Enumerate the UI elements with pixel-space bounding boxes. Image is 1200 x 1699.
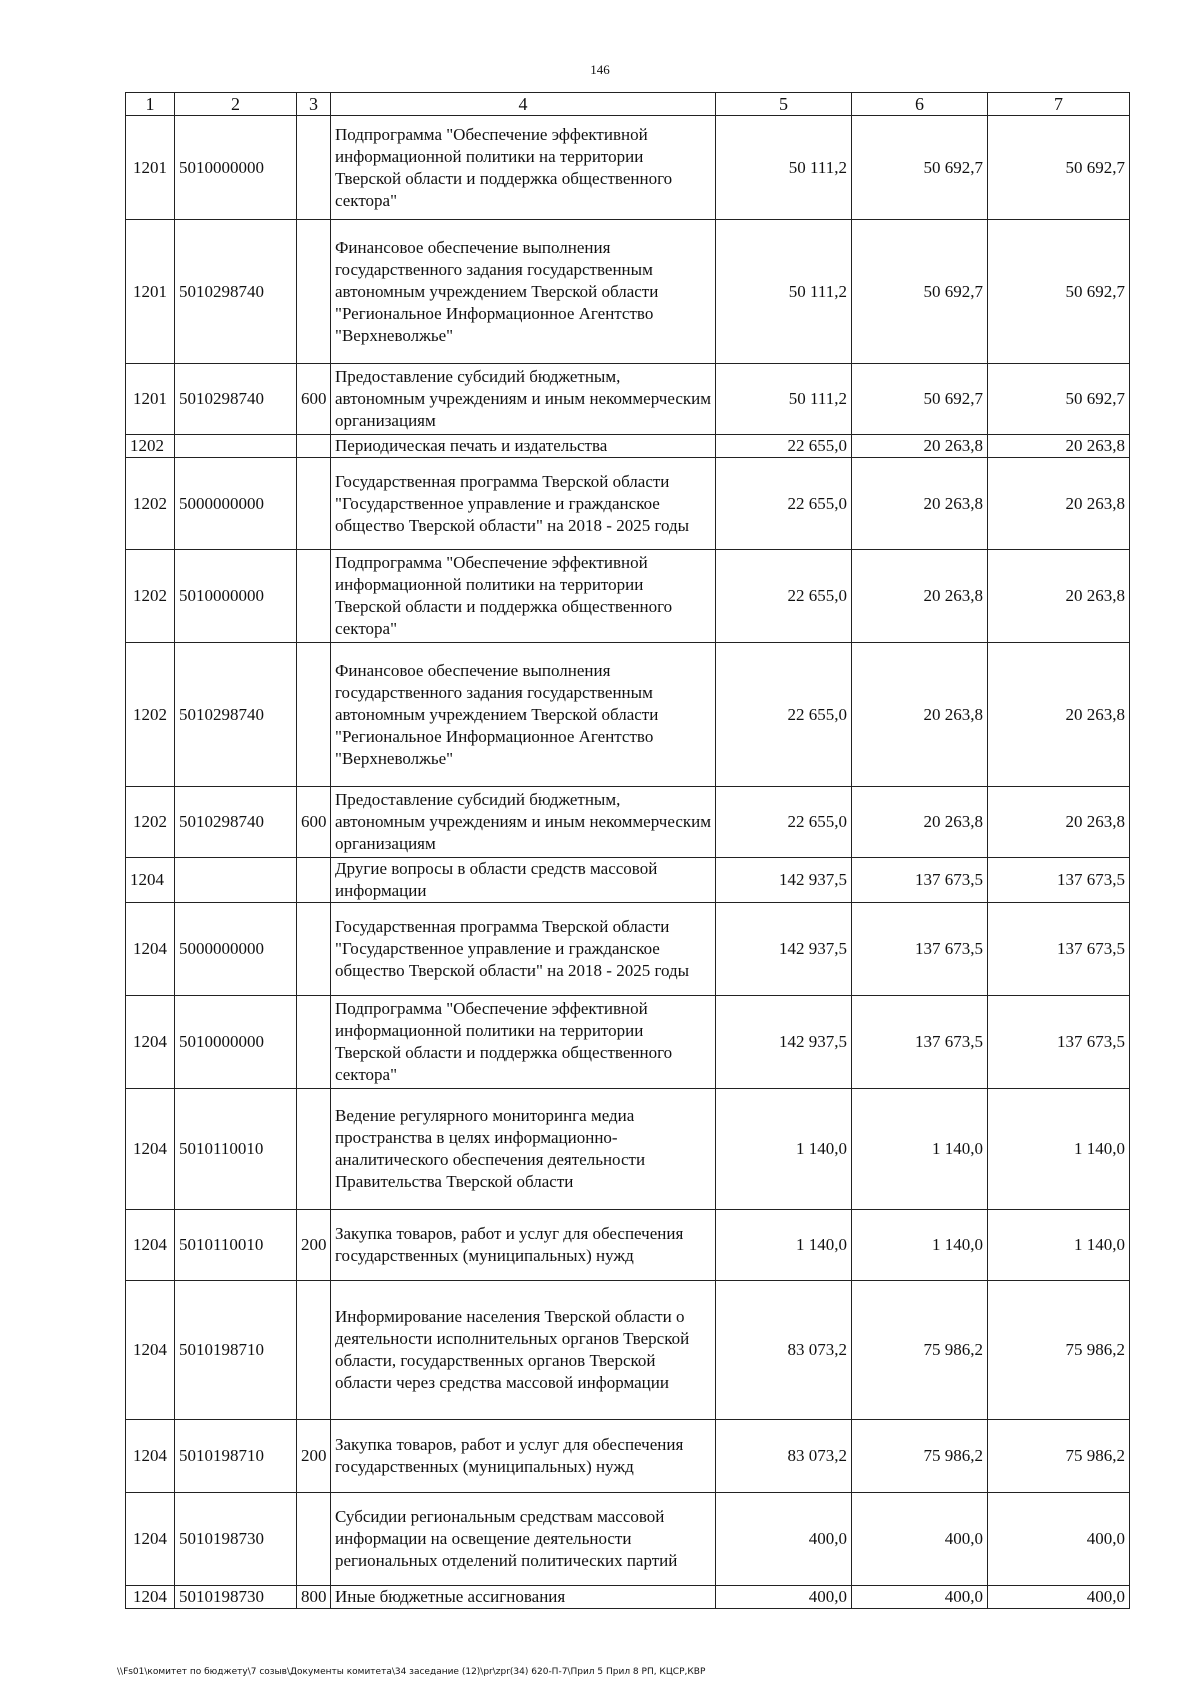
row-description: Государственная программа Тверской области "Государственное управление и гражданское общество Тверской области" на 2018 - 2025 годы [331, 458, 716, 550]
amount-col-7: 50 692,7 [988, 116, 1130, 220]
target-article-code: 5010110010 [175, 1210, 297, 1281]
expense-type-code [297, 116, 331, 220]
amount-col-7: 20 263,8 [988, 643, 1130, 787]
table-row [126, 1210, 1130, 1281]
amount-col-7: 75 986,2 [988, 1420, 1130, 1493]
row-description: Информирование населения Тверской области о деятельности исполнительных органов Тверской области, государственных органов Тверской области через средства массовой информации [331, 1281, 716, 1420]
amount-col-7: 137 673,5 [988, 858, 1130, 903]
column-header: 5 [716, 93, 852, 116]
section-code: 1204 [126, 996, 175, 1089]
amount-col-5: 22 655,0 [716, 787, 852, 858]
table-row [126, 1089, 1130, 1210]
amount-col-5: 83 073,2 [716, 1420, 852, 1493]
row-description: Подпрограмма "Обеспечение эффективной информационной политики на территории Тверской области и поддержка общественного сектора" [331, 996, 716, 1089]
table-row [126, 1586, 1130, 1609]
target-article-code: 5010198730 [175, 1493, 297, 1586]
table-row [126, 550, 1130, 643]
target-article-code: 5010298740 [175, 220, 297, 364]
amount-col-6: 20 263,8 [852, 458, 988, 550]
column-header: 6 [852, 93, 988, 116]
amount-col-7: 137 673,5 [988, 996, 1130, 1089]
amount-col-6: 20 263,8 [852, 550, 988, 643]
row-description: Закупка товаров, работ и услуг для обеспечения государственных (муниципальных) нужд [331, 1210, 716, 1281]
amount-col-7: 1 140,0 [988, 1210, 1130, 1281]
table-row [126, 458, 1130, 550]
amount-col-7: 50 692,7 [988, 364, 1130, 435]
amount-col-6: 20 263,8 [852, 435, 988, 458]
column-header: 1 [126, 93, 175, 116]
amount-col-5: 142 937,5 [716, 858, 852, 903]
column-header: 3 [297, 93, 331, 116]
amount-col-6: 75 986,2 [852, 1420, 988, 1493]
row-description: Подпрограмма "Обеспечение эффективной информационной политики на территории Тверской области и поддержка общественного сектора" [331, 116, 716, 220]
row-description: Закупка товаров, работ и услуг для обеспечения государственных (муниципальных) нужд [331, 1420, 716, 1493]
table-row [126, 1420, 1130, 1493]
row-description: Субсидии региональным средствам массовой информации на освещение деятельности региональных отделений политических партий [331, 1493, 716, 1586]
section-code: 1202 [126, 643, 175, 787]
section-code: 1202 [126, 550, 175, 643]
amount-col-7: 400,0 [988, 1493, 1130, 1586]
expense-type-code: 600 [297, 364, 331, 435]
section-code: 1204 [126, 1089, 175, 1210]
row-description: Финансовое обеспечение выполнения государственного задания государственным автономным учреждением Тверской области "Региональное Информационное Агентство "Верхневолжье" [331, 643, 716, 787]
row-description: Ведение регулярного мониторинга медиа пространства в целях информационно-аналитического обеспечения деятельности Правительства Тверской области [331, 1089, 716, 1210]
amount-col-6: 1 140,0 [852, 1089, 988, 1210]
expense-type-code [297, 996, 331, 1089]
amount-col-7: 20 263,8 [988, 550, 1130, 643]
table-header-row [126, 93, 1130, 116]
row-description: Предоставление субсидий бюджетным, автономным учреждениям и иным некоммерческим организациям [331, 787, 716, 858]
amount-col-6: 137 673,5 [852, 996, 988, 1089]
section-code: 1202 [126, 787, 175, 858]
row-description: Подпрограмма "Обеспечение эффективной информационной политики на территории Тверской области и поддержка общественного сектора" [331, 550, 716, 643]
amount-col-5: 50 111,2 [716, 116, 852, 220]
table-row [126, 996, 1130, 1089]
amount-col-5: 142 937,5 [716, 996, 852, 1089]
row-description: Государственная программа Тверской области "Государственное управление и гражданское общество Тверской области" на 2018 - 2025 годы [331, 903, 716, 996]
amount-col-5: 22 655,0 [716, 550, 852, 643]
expense-type-code [297, 858, 331, 903]
section-code: 1201 [126, 220, 175, 364]
amount-col-7: 75 986,2 [988, 1281, 1130, 1420]
table-row [126, 787, 1130, 858]
section-code: 1201 [126, 364, 175, 435]
expense-type-code [297, 435, 331, 458]
target-article-code: 5010000000 [175, 116, 297, 220]
amount-col-5: 22 655,0 [716, 435, 852, 458]
expense-type-code: 600 [297, 787, 331, 858]
amount-col-5: 50 111,2 [716, 220, 852, 364]
amount-col-7: 1 140,0 [988, 1089, 1130, 1210]
target-article-code: 5000000000 [175, 903, 297, 996]
table-row [126, 435, 1130, 458]
target-article-code: 5010198730 [175, 1586, 297, 1609]
section-code: 1204 [126, 1420, 175, 1493]
expense-type-code [297, 903, 331, 996]
expense-type-code [297, 220, 331, 364]
target-article-code: 5010198710 [175, 1420, 297, 1493]
page-number: 146 [590, 62, 610, 77]
expense-type-code [297, 550, 331, 643]
target-article-code [175, 435, 297, 458]
row-description: Финансовое обеспечение выполнения государственного задания государственным автономным учреждением Тверской области "Региональное Информационное Агентство "Верхневолжье" [331, 220, 716, 364]
section-code: 1204 [126, 903, 175, 996]
target-article-code [175, 858, 297, 903]
amount-col-6: 50 692,7 [852, 220, 988, 364]
amount-col-6: 400,0 [852, 1493, 988, 1586]
amount-col-7: 50 692,7 [988, 220, 1130, 364]
amount-col-6: 75 986,2 [852, 1281, 988, 1420]
row-description: Предоставление субсидий бюджетным, автономным учреждениям и иным некоммерческим организациям [331, 364, 716, 435]
section-code: 1202 [126, 435, 175, 458]
amount-col-6: 50 692,7 [852, 364, 988, 435]
section-code: 1204 [126, 1281, 175, 1420]
target-article-code: 5010298740 [175, 643, 297, 787]
section-code: 1204 [126, 858, 175, 903]
row-description: Другие вопросы в области средств массовой информации [331, 858, 716, 903]
section-code: 1204 [126, 1210, 175, 1281]
expense-type-code [297, 1493, 331, 1586]
amount-col-6: 20 263,8 [852, 643, 988, 787]
target-article-code: 5010298740 [175, 364, 297, 435]
section-code: 1202 [126, 458, 175, 550]
expense-type-code [297, 1281, 331, 1420]
section-code: 1201 [126, 116, 175, 220]
expense-type-code: 200 [297, 1210, 331, 1281]
row-description: Иные бюджетные ассигнования [331, 1586, 716, 1609]
expense-type-code: 800 [297, 1586, 331, 1609]
expense-type-code [297, 643, 331, 787]
amount-col-5: 400,0 [716, 1586, 852, 1609]
amount-col-7: 20 263,8 [988, 458, 1130, 550]
section-code: 1204 [126, 1586, 175, 1609]
target-article-code: 5010110010 [175, 1089, 297, 1210]
amount-col-5: 83 073,2 [716, 1281, 852, 1420]
amount-col-7: 137 673,5 [988, 903, 1130, 996]
column-header: 7 [988, 93, 1130, 116]
table-row [126, 1281, 1130, 1420]
column-header: 2 [175, 93, 297, 116]
amount-col-6: 20 263,8 [852, 787, 988, 858]
target-article-code: 5010298740 [175, 787, 297, 858]
amount-col-5: 22 655,0 [716, 643, 852, 787]
row-description: Периодическая печать и издательства [331, 435, 716, 458]
target-article-code: 5010000000 [175, 996, 297, 1089]
amount-col-5: 50 111,2 [716, 364, 852, 435]
target-article-code: 5000000000 [175, 458, 297, 550]
amount-col-7: 20 263,8 [988, 435, 1130, 458]
table-row [126, 858, 1130, 903]
expense-type-code [297, 458, 331, 550]
table-row [126, 364, 1130, 435]
amount-col-6: 400,0 [852, 1586, 988, 1609]
section-code: 1204 [126, 1493, 175, 1586]
amount-col-6: 137 673,5 [852, 903, 988, 996]
expense-type-code: 200 [297, 1420, 331, 1493]
amount-col-5: 22 655,0 [716, 458, 852, 550]
amount-col-5: 1 140,0 [716, 1089, 852, 1210]
amount-col-6: 50 692,7 [852, 116, 988, 220]
table-row [126, 220, 1130, 364]
amount-col-6: 1 140,0 [852, 1210, 988, 1281]
amount-col-5: 400,0 [716, 1493, 852, 1586]
expense-type-code [297, 1089, 331, 1210]
table-row [126, 116, 1130, 220]
amount-col-7: 400,0 [988, 1586, 1130, 1609]
amount-col-6: 137 673,5 [852, 858, 988, 903]
target-article-code: 5010000000 [175, 550, 297, 643]
amount-col-7: 20 263,8 [988, 787, 1130, 858]
amount-col-5: 142 937,5 [716, 903, 852, 996]
footer-file-path: \\Fs01\комитет по бюджету\7 созыв\Документы комитета\34 заседание (12)\pr\zpr(34) 620-П-7\Прил 5 Прил 8 РП, КЦСР,КВР [117, 1667, 706, 1677]
table-row [126, 1493, 1130, 1586]
amount-col-5: 1 140,0 [716, 1210, 852, 1281]
column-header: 4 [331, 93, 716, 116]
table-row [126, 903, 1130, 996]
target-article-code: 5010198710 [175, 1281, 297, 1420]
budget-table [125, 92, 1130, 1609]
table-row [126, 643, 1130, 787]
